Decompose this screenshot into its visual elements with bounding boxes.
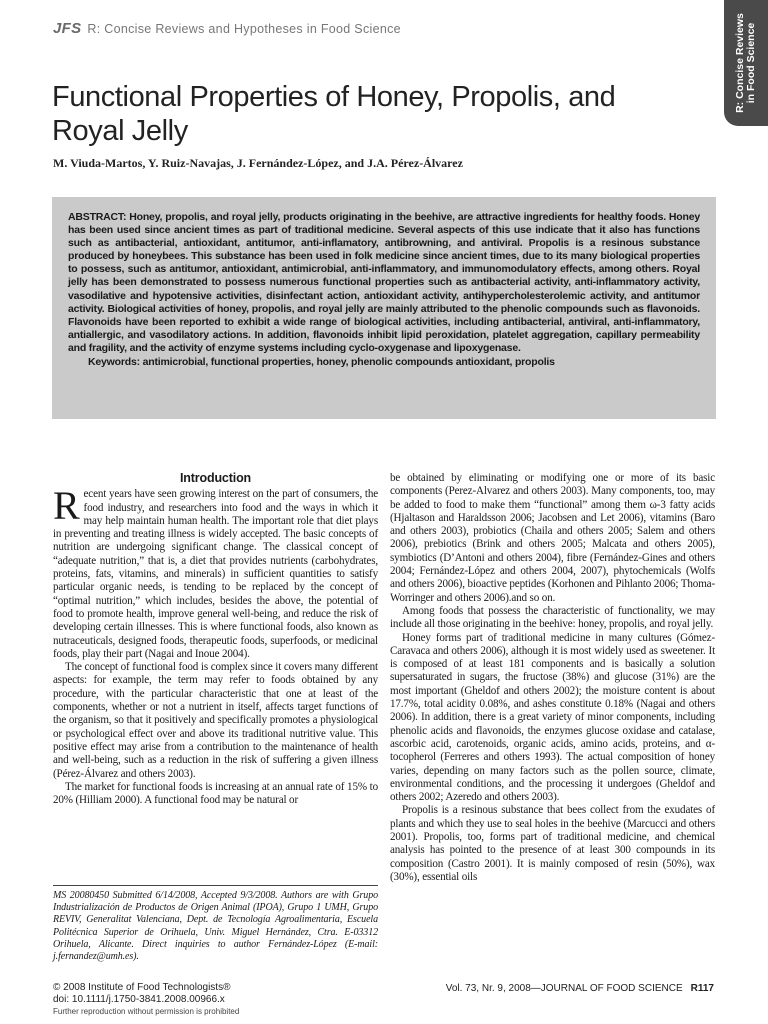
intro-paragraph-1 bbox=[53, 483, 378, 661]
doi: doi: 10.1111/j.1750-3841.2008.00966.x bbox=[53, 994, 225, 1005]
abstract-box bbox=[52, 197, 716, 419]
footer-left bbox=[53, 982, 239, 1018]
section-heading: Introduction bbox=[179, 471, 252, 485]
left-column bbox=[53, 472, 378, 807]
footer-right bbox=[446, 983, 714, 994]
intro-paragraph-2: The concept of functional food is complex since it covers many different aspects: for example, the term may refer to foods obtained by any procedure, with the particular characteristic that one at least of the components, whether or not a nutrient in itself, affects target functions of the organism, so that it positively and specifically promotes a physiological or psychological effect over and above its traditional nutritive value. This positive effect may arise from a contribution to the maintenance of health and well-being, such as a reduction in the risk of suffering a given illness (Pérez-Álvarez and others 2003). bbox=[53, 661, 378, 780]
body-paragraph-2: Among foods that possess the characteristic of functionality, we may include all those originating in the beehive: honey, propolis, and royal jelly. bbox=[390, 604, 715, 631]
reproduction-notice: Further reproduction without permission is prohibited bbox=[53, 1007, 240, 1016]
journal-abbr: JFS bbox=[53, 20, 82, 37]
page-number: R117 bbox=[690, 983, 714, 994]
article-title: Functional Properties of Honey, Propolis, and Royal Jelly bbox=[52, 81, 616, 147]
section-side-tab bbox=[724, 0, 768, 126]
abstract-text: ABSTRACT: Honey, propolis, and royal jelly, products originating in the beehive, are attractive ingredients for healthy foods. Honey has been used since ancient times as part of traditional medicine. Several aspects of this use indicate that it also has functions such as antibacterial, antioxidant, antitumor, anti-inflamatory, antibrowning, and antiviral. Propolis is a resinous substance produced by honeybees. This substance has been used in folk medicine since ancient times, due to its many biological properties to possess, such as antitumor, antioxidant, antimicrobial, anti-inflammatory, and immunomodulatory effects, among others. Royal jelly has been demonstrated to possess numerous functional properties such as antibacterial activity, anti-inflammatory activity, vasodilative and hypotensive activities, disinfectant action, antioxidant activity, antihypercholesterolemic activity, and antitumor activity. Biological activities of honey, propolis, and royal jelly are mainly attributed to the phenolic compounds such as flavonoids. Flavonoids have been reported to exhibit a wide range of biological activities, including antibacterial, antiviral, anti-inflammatory, antiallergic, and vasodilatory actions. In addition, flavonoids inhibit lipid peroxidation, platelet aggregation, capillary permeability and fragility, and the activity of enzyme systems including cyclo-oxygenase and lipoxygenase. bbox=[68, 211, 700, 354]
intro-paragraph-3: The market for functional foods is increasing at an annual rate of 15% to 20% (Hilliam 2000). A functional food may be natural or bbox=[53, 780, 378, 807]
intro-paragraph-1-text: ecent years have seen growing interest on the part of consumers, the food industry, and researchers into food and the ways in which it may help maintain human health. The important role that diet plays in preventing and treating illness is widely accepted. The basic concepts of nutrition are undergoing significant change. The classical concept of “adequate nutrition,” that is, a diet that provides nutrients (carbohydrates, proteins, fats, vitamins, and minerals) in sufficient quantities to satisfy particular organic needs, is tending to be replaced by the concept of “optimal nutrition,” which includes, besides the above, the potential of food to promote health, improve general well-being, and reduce the risk of developing certain illnesses. This is where functional foods, also known as nutraceuticals, designed foods, therapeutic foods, superfoods, or medicinal foods, play their part (Nagai and Inoue 2004). bbox=[53, 488, 378, 660]
side-tab-line2: in Food Science bbox=[745, 22, 757, 104]
keywords: Keywords: antimicrobial, functional properties, honey, phenolic compounds antioxidant, propolis bbox=[88, 356, 555, 369]
journal-citation: Vol. 73, Nr. 9, 2008—JOURNAL OF FOOD SCIENCE bbox=[445, 983, 683, 994]
body-paragraph-3: Honey forms part of traditional medicine in many cultures (Gómez-Caravaca and others 2006), although it is most widely used as sweetener. It is composed of at least 181 components and is basically a solution supersaturated in sugars, the fructose (38%) and glucose (31%) are the most important (Gheldof and others 2002); the moisture content is about 17.7%, total acidity 0.08%, and ashes constitute 0.18% (Nagai and others 2006). In addition, there is a great variety of minor components, including phenolic acids and flavonoids, the enzymes glucose oxidase and catalase, ascorbic acid, carotenoids, organic acids, amino acids, proteins, and α-tocopherol (Ferreres and others 1993). The actual composition of honey varies, depending on many factors such as the pollen source, climate, environmental conditions, and the processing it undergoes (Gheldof and others 2002; Azeredo and others 2003). bbox=[390, 631, 715, 804]
drop-cap: R bbox=[53, 483, 80, 529]
copyright: © 2008 Institute of Food Technologists® bbox=[53, 982, 231, 993]
body-paragraph-1: be obtained by eliminating or modifying one or more of its basic components (Perez-Alvarez and others 2003). Many components, too, may be added to food to make them “functional” among them ω-3 fatty acids (Hjaltason and Haraldsson 2006; Jacobsen and Let 2006), vitamins (Baro and others 2003), probiotics (Chaila and others 2005; Salem and others 2006), prebiotics (Brink and others 2005; Malcata and others 2005), symbiotics (D’Antoni and others 2004), fibre (Fernández-Gines and others 2004; Fernández-López and others 2004, 2007), phytochemicals (Wolfs and others 2006), bioactive peptides (Korhonen and Pihlanto 2006; Thoma-Worringer and others 2006).and so on. bbox=[390, 472, 715, 604]
side-tab-line1: R: Concise Reviews bbox=[734, 13, 746, 113]
running-header bbox=[53, 20, 401, 37]
right-column bbox=[390, 472, 715, 884]
body-paragraph-4: Propolis is a resinous substance that bees collect from the exudates of plants and which they use to seal holes in the beehive (Marcucci and others 2001). Propolis, too, forms part of traditional medicine, and chemical analysis has pointed to the presence of at least 300 compounds in its composition (Castro 2001). It is mainly composed of resin (50%), wax (30%), essential oils bbox=[390, 804, 715, 883]
author-list: M. Viuda-Martos, Y. Ruiz-Navajas, J. Fernández-López, and J.A. Pérez-Álvarez bbox=[53, 156, 463, 170]
section-name: R: Concise Reviews and Hypotheses in Food Science bbox=[87, 22, 401, 36]
submission-footnote: MS 20080450 Submitted 6/14/2008, Accepted 9/3/2008. Authors are with Grupo Industrialización de Productos de Origen Animal (IPOA), Grupo 1 UMH, Grupo REVIV, Generalitat Valenciana, Dept. de Tecnología Agroalimentaria, Escuela Politécnica Superior de Orihuela, Univ. Miguel Hernández, Ctra. E-03312 Orihuela, Alicante. Direct inquiries to author Fernández-López (E-mail: j.fernandez@umh.es). bbox=[53, 885, 378, 963]
